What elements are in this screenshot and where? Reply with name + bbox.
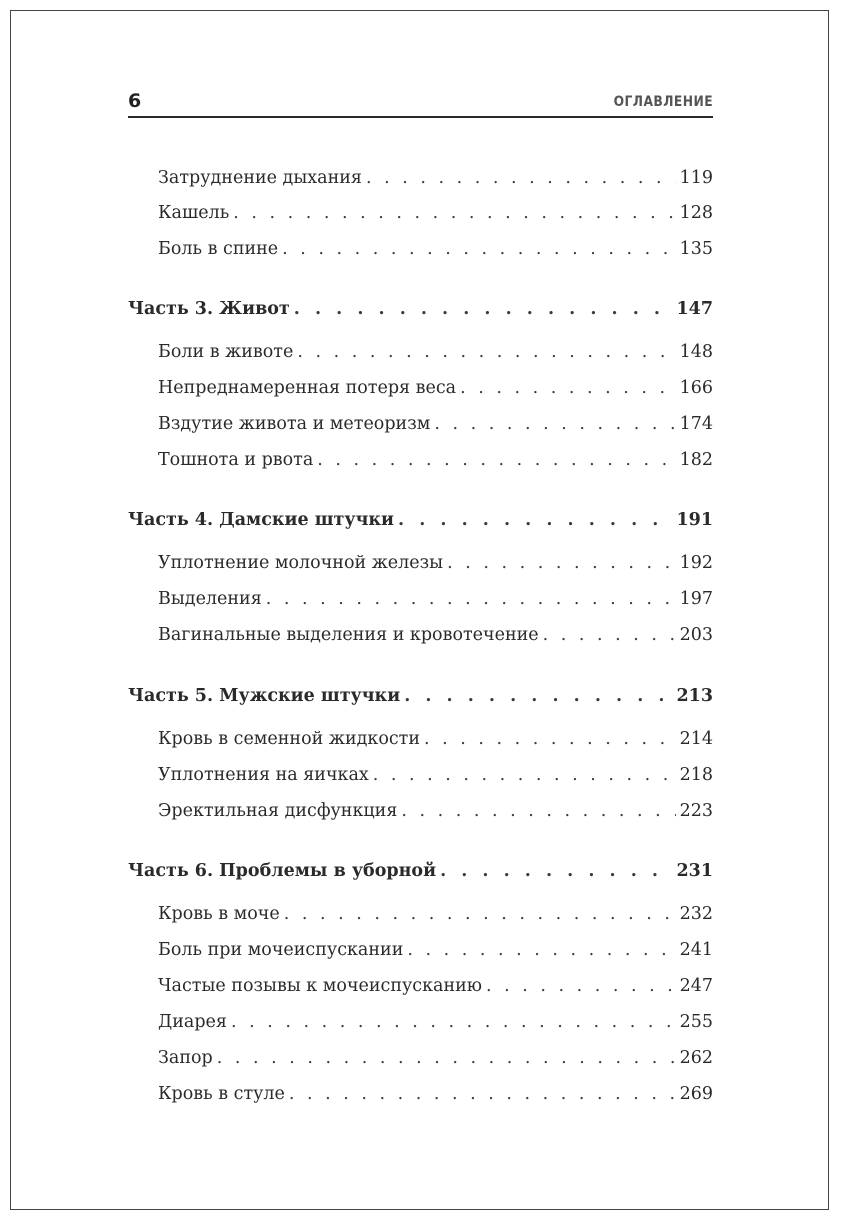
- leader-dots: [317, 450, 675, 470]
- leader-dots: [366, 168, 676, 188]
- leader-dots: [289, 1084, 676, 1104]
- toc-entry-title: Кашель: [158, 203, 230, 223]
- toc-entry-page: 135: [679, 239, 713, 259]
- toc-entry-title: Запор: [158, 1048, 213, 1068]
- toc-part-page: 147: [676, 299, 713, 319]
- toc-entry-page: 255: [679, 1012, 713, 1032]
- toc-entry[interactable]: [158, 203, 713, 229]
- toc-part-entry[interactable]: [128, 686, 713, 712]
- toc-part-entry[interactable]: [128, 510, 713, 536]
- toc-entry[interactable]: [158, 801, 713, 827]
- toc-entry-title: Эректильная дисфункция: [158, 801, 398, 821]
- toc-entry-page: 232: [679, 904, 713, 924]
- toc-entry[interactable]: [158, 553, 713, 579]
- leader-dots: [401, 801, 675, 821]
- toc-entry-page: 223: [679, 801, 713, 821]
- toc-entry-page: 214: [679, 729, 713, 749]
- toc-entry[interactable]: [158, 342, 713, 368]
- leader-dots: [486, 976, 676, 996]
- toc-entry-page: 182: [679, 450, 713, 470]
- leader-dots: [282, 239, 675, 259]
- toc-entry[interactable]: [158, 1012, 713, 1038]
- toc-entry[interactable]: [158, 976, 713, 1002]
- toc-entry[interactable]: [158, 904, 713, 930]
- toc-entry-page: 218: [679, 765, 713, 785]
- toc-entry-page: 197: [679, 589, 713, 609]
- leader-dots: [373, 765, 676, 785]
- toc-part-page: 191: [676, 510, 713, 530]
- toc-entry-title: Диарея: [158, 1012, 227, 1032]
- toc-entry[interactable]: [158, 589, 713, 615]
- leader-dots: [404, 686, 672, 706]
- leader-dots: [543, 625, 676, 645]
- toc-entry-page: 269: [679, 1084, 713, 1104]
- toc-entry[interactable]: [158, 378, 713, 404]
- toc-entry[interactable]: [158, 1048, 713, 1074]
- toc-entry-page: 128: [679, 203, 713, 223]
- leader-dots: [407, 940, 675, 960]
- leader-dots: [398, 510, 672, 530]
- toc-part-title: Часть 5. Мужские штучки: [128, 686, 401, 706]
- toc-entry-page: 247: [679, 976, 713, 996]
- leader-dots: [424, 729, 676, 749]
- toc-entry-title: Кровь в семенной жидкости: [158, 729, 421, 749]
- toc-entry[interactable]: [158, 765, 713, 791]
- toc-entry-page: 262: [679, 1048, 713, 1068]
- leader-dots: [297, 342, 675, 362]
- toc-entry-title: Боль в спине: [158, 239, 279, 259]
- toc-entry[interactable]: [158, 1084, 713, 1110]
- toc-part-entry[interactable]: [128, 861, 713, 887]
- leader-dots: [447, 553, 675, 573]
- toc-part-title: Часть 6. Проблемы в уборной: [128, 861, 437, 881]
- leader-dots: [284, 904, 676, 924]
- toc-entry-title: Кровь в стуле: [158, 1084, 285, 1104]
- toc-part-page: 213: [676, 686, 713, 706]
- leader-dots: [440, 861, 672, 881]
- toc-entry-page: 119: [679, 168, 713, 188]
- toc-entry[interactable]: [158, 729, 713, 755]
- page-number: 6: [128, 90, 142, 112]
- toc-entry-title: Тошнота и рвота: [158, 450, 314, 470]
- toc-entry[interactable]: [158, 239, 713, 265]
- toc-entry-title: Выделения: [158, 589, 262, 609]
- toc-part-title: Часть 4. Дамские штучки: [128, 510, 395, 530]
- toc-entry-title: Уплотнение молочной железы: [158, 553, 444, 573]
- toc-entry-title: Затруднение дыхания: [158, 168, 362, 188]
- toc-entry-page: 192: [679, 553, 713, 573]
- toc-entry-title: Кровь в моче: [158, 904, 280, 924]
- running-head: ОГЛАВЛЕНИЕ: [613, 94, 713, 110]
- leader-dots: [460, 378, 676, 398]
- toc-entry-page: 166: [679, 378, 713, 398]
- toc-entry-title: Частые позывы к мочеиспусканию: [158, 976, 483, 996]
- toc-entry-page: 174: [679, 414, 713, 434]
- toc-entry-title: Уплотнения на яичках: [158, 765, 369, 785]
- toc-entry-title: Вздутие живота и метеоризм: [158, 414, 431, 434]
- toc-entry[interactable]: [158, 168, 713, 194]
- toc-entry-title: Непреднамеренная потеря веса: [158, 378, 457, 398]
- toc-part-entry[interactable]: [128, 299, 713, 325]
- toc-entry[interactable]: [158, 940, 713, 966]
- toc-entry-title: Боли в животе: [158, 342, 294, 362]
- toc-entry[interactable]: [158, 414, 713, 440]
- toc-entry-page: 148: [679, 342, 713, 362]
- leader-dots: [294, 299, 673, 319]
- leader-dots: [434, 414, 675, 434]
- leader-dots: [233, 203, 675, 223]
- toc-entry-title: Вагинальные выделения и кровотечение: [158, 625, 539, 645]
- leader-dots: [217, 1048, 676, 1068]
- leader-dots: [266, 589, 676, 609]
- toc-entry-page: 203: [679, 625, 713, 645]
- toc-part-page: 231: [676, 861, 713, 881]
- leader-dots: [231, 1012, 676, 1032]
- toc-entry-title: Боль при мочеиспускании: [158, 940, 404, 960]
- toc-part-title: Часть 3. Живот: [128, 299, 290, 319]
- page-header: [128, 90, 713, 118]
- toc-entry[interactable]: [158, 450, 713, 476]
- toc-entry[interactable]: [158, 625, 713, 651]
- toc-entry-page: 241: [679, 940, 713, 960]
